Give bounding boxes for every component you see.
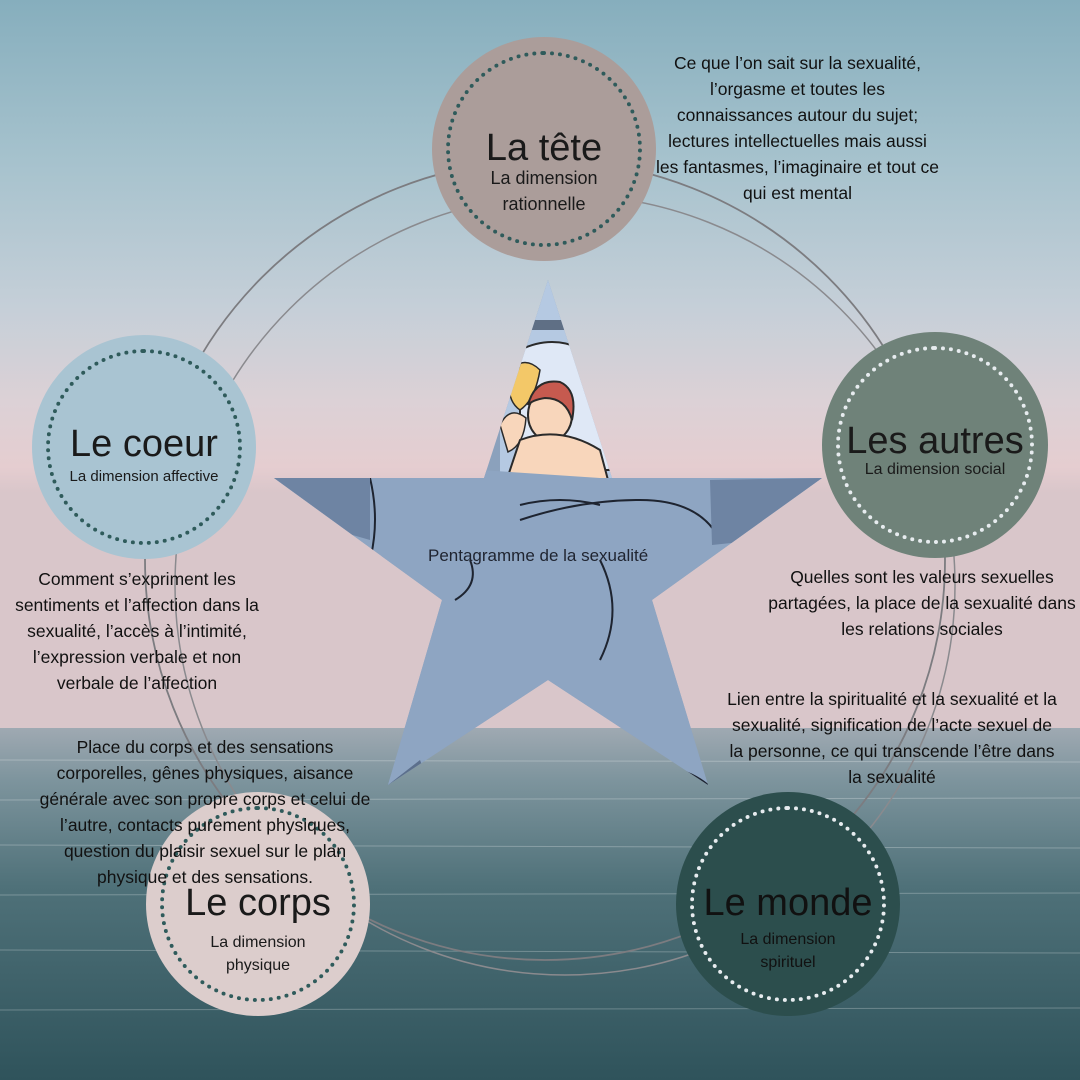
- node-monde: [676, 792, 900, 1016]
- node-title: Le monde: [703, 882, 873, 924]
- description-coeur: Comment s’expriment les sentiments et l’affection dans la sexualité, l’accès à l’intimité, l’expression verbale et non verbale de l’affection: [15, 569, 259, 693]
- node-subtitle: La dimension physique: [210, 934, 306, 975]
- node-subtitle: La dimension social: [864, 461, 1006, 478]
- node-subtitle: La dimension spirituel: [740, 931, 836, 972]
- description-tete: Ce que l’on sait sur la sexualité, l’orgasme et toutes les connaissances autour du sujet; lectures intellectuelles mais aussi les fantasmes, l’imaginaire et tout ce qui est mental: [655, 53, 940, 203]
- node-title: Le coeur: [70, 423, 218, 465]
- node-subtitle: La dimension affective: [69, 468, 219, 485]
- node-autres: [822, 332, 1048, 558]
- node-title: Le corps: [185, 882, 331, 924]
- description-autres: Quelles sont les valeurs sexuelles partagées, la place de la sexualité dans les relations sociales: [768, 567, 1076, 639]
- node-coeur: [32, 335, 256, 559]
- node-subtitle: La dimension rationnelle: [490, 168, 598, 215]
- node-title: La tête: [485, 127, 603, 169]
- description-monde: Lien entre la spiritualité et la sexualité et la sexualité, signification de l’acte sexuel de la personne, ce qui transcende l’être dans la sexualité: [727, 689, 1057, 787]
- center-label: Pentagramme de la sexualité: [428, 546, 649, 565]
- description-corps: Place du corps et des sensations corporelles, gênes physiques, aisance générale avec son propre corps et celui de l’autre, contacts purement physiques, question du plaisir sexuel sur le plan physique et des sensations.: [39, 737, 371, 887]
- node-title: Les autres: [846, 420, 1024, 462]
- node-tete: [432, 37, 656, 261]
